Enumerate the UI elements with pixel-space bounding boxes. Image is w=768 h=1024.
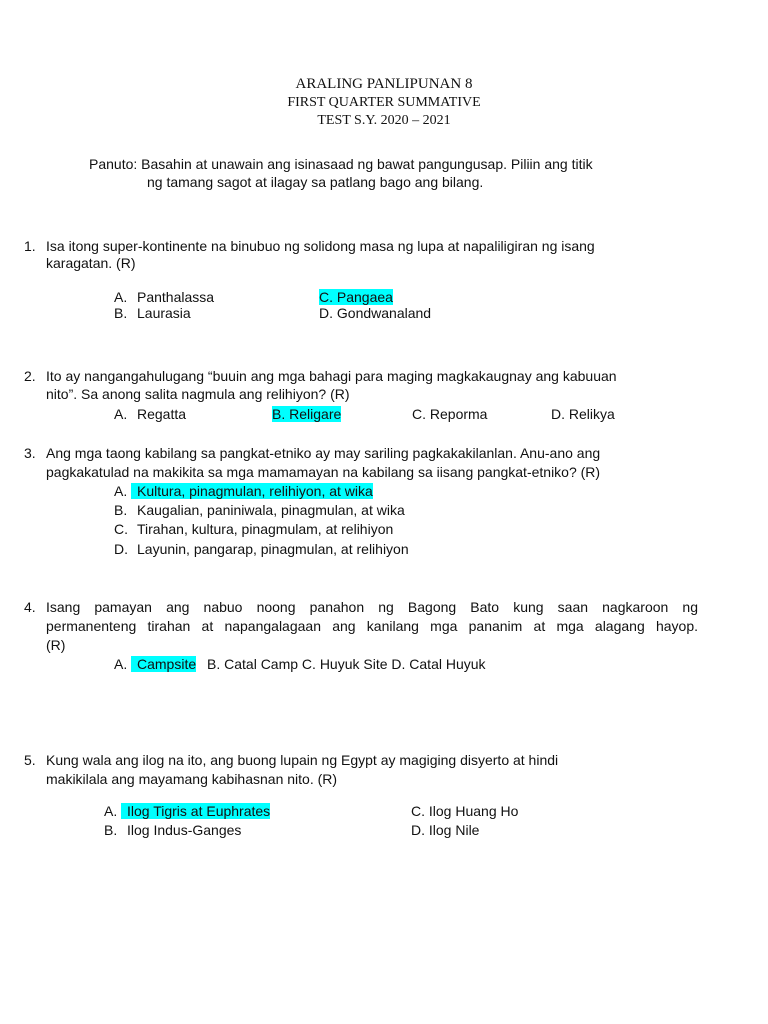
question-text: Isa itong super-kontinente na binubuo ng solidong masa ng lupa at napaliligiran ng isang xyxy=(46,238,595,254)
choice-letter: D. xyxy=(411,822,425,838)
choice-answer xyxy=(319,289,393,305)
choice-text: Ilog Huang Ho xyxy=(428,803,519,819)
choice-letter: B. xyxy=(104,822,118,838)
choice-text: Tirahan, kultura, pinagmulam, at relihiyon xyxy=(137,521,394,537)
choice-letter: D. xyxy=(114,541,128,557)
question-text: pagkakatulad na makikita sa mga mamamayan na kabilang sa iisang pangkat-etniko? (R) xyxy=(46,464,601,480)
question-text: (R) xyxy=(46,637,66,653)
choice-answer: Kultura, pinagmulan, relihiyon, at wika xyxy=(131,483,373,499)
question-number: 2. xyxy=(24,368,36,384)
question-number: 3. xyxy=(24,445,36,461)
question-text: permanenteng tirahan at napangalagaan ang kanilang mga pananim at mga alagang hayop. xyxy=(46,618,698,634)
question-number: 1. xyxy=(24,238,36,254)
choice-text: Panthalassa xyxy=(137,289,215,305)
choice-letter: B. xyxy=(114,502,128,518)
question-text: makikilala ang mayamang kabihasnan nito. (R) xyxy=(46,771,338,787)
instructions-line-2: ng tamang sagot at ilagay sa patlang bago ang bilang. xyxy=(147,174,484,190)
choice-letter: A. xyxy=(114,406,128,422)
choice-text: Pangaea xyxy=(336,289,393,305)
choice-letter: A. xyxy=(104,803,118,819)
question-number: 4. xyxy=(24,599,36,615)
school-year: TEST S.Y. 2020 – 2021 xyxy=(317,113,451,128)
choice-text: Reporma xyxy=(429,406,488,422)
choice xyxy=(412,406,487,422)
question-text: nito”. Sa anong salita nagmula ang relihiyon? (R) xyxy=(46,386,350,402)
choice-answer: Ilog Tigris at Euphrates xyxy=(121,803,270,819)
choice-letter: A. xyxy=(114,656,128,672)
question-number: 5. xyxy=(24,752,36,768)
choice-letter: A. xyxy=(114,483,128,499)
choice-letter: C. xyxy=(411,803,425,819)
choice-text: Relikya xyxy=(568,406,615,422)
choice-text: Laurasia xyxy=(137,305,191,321)
choice-letter: C. xyxy=(319,289,333,305)
instructions-line-1: Panuto: Basahin at unawain ang isinasaad ng bawat pangungusap. Piliin ang titik xyxy=(89,156,593,172)
choice-letter: A. xyxy=(114,289,128,305)
choice-answer: Campsite xyxy=(131,656,196,672)
choice-text: Layunin, pangarap, pinagmulan, at relihiyon xyxy=(137,541,409,557)
choice-answer xyxy=(272,406,341,422)
choice-text: Religare xyxy=(289,406,342,422)
choice-text: Ilog Nile xyxy=(428,822,480,838)
question-text: karagatan. (R) xyxy=(46,255,136,271)
page-subtitle: FIRST QUARTER SUMMATIVE xyxy=(287,95,481,110)
choice-letter: D. xyxy=(319,305,333,321)
choice-letter: C. xyxy=(114,521,128,537)
choice-text: Ilog Indus-Ganges xyxy=(127,822,242,838)
page-title: ARALING PANLIPUNAN 8 xyxy=(295,76,473,92)
choice-letter: D. xyxy=(551,406,565,422)
question-text: Kung wala ang ilog na ito, ang buong lupain ng Egypt ay magiging disyerto at hindi xyxy=(46,752,559,768)
choice xyxy=(411,803,518,819)
choice-text: B. Catal Camp C. Huyuk Site D. Catal Huyuk xyxy=(207,656,486,672)
choice-letter: B. xyxy=(272,406,286,422)
choice-text: Kaugalian, paniniwala, pinagmulan, at wika xyxy=(137,502,405,518)
question-text: Isang pamayan ang nabuo noong panahon ng Bagong Bato kung saan nagkaroon ng xyxy=(46,599,698,615)
question-text: Ang mga taong kabilang sa pangkat-etniko ay may sariling pagkakakilanlan. Anu-ano ang xyxy=(46,445,601,461)
question-text: Ito ay nangangahulugang “buuin ang mga bahagi para maging magkakaugnay ang kabuuan xyxy=(46,368,617,384)
choice xyxy=(319,305,431,321)
choice-text: Gondwanaland xyxy=(336,305,432,321)
choice-text: Regatta xyxy=(137,406,187,422)
choice-letter: C. xyxy=(412,406,426,422)
choice-letter: B. xyxy=(114,305,128,321)
choice xyxy=(551,406,615,422)
choice xyxy=(411,822,479,838)
